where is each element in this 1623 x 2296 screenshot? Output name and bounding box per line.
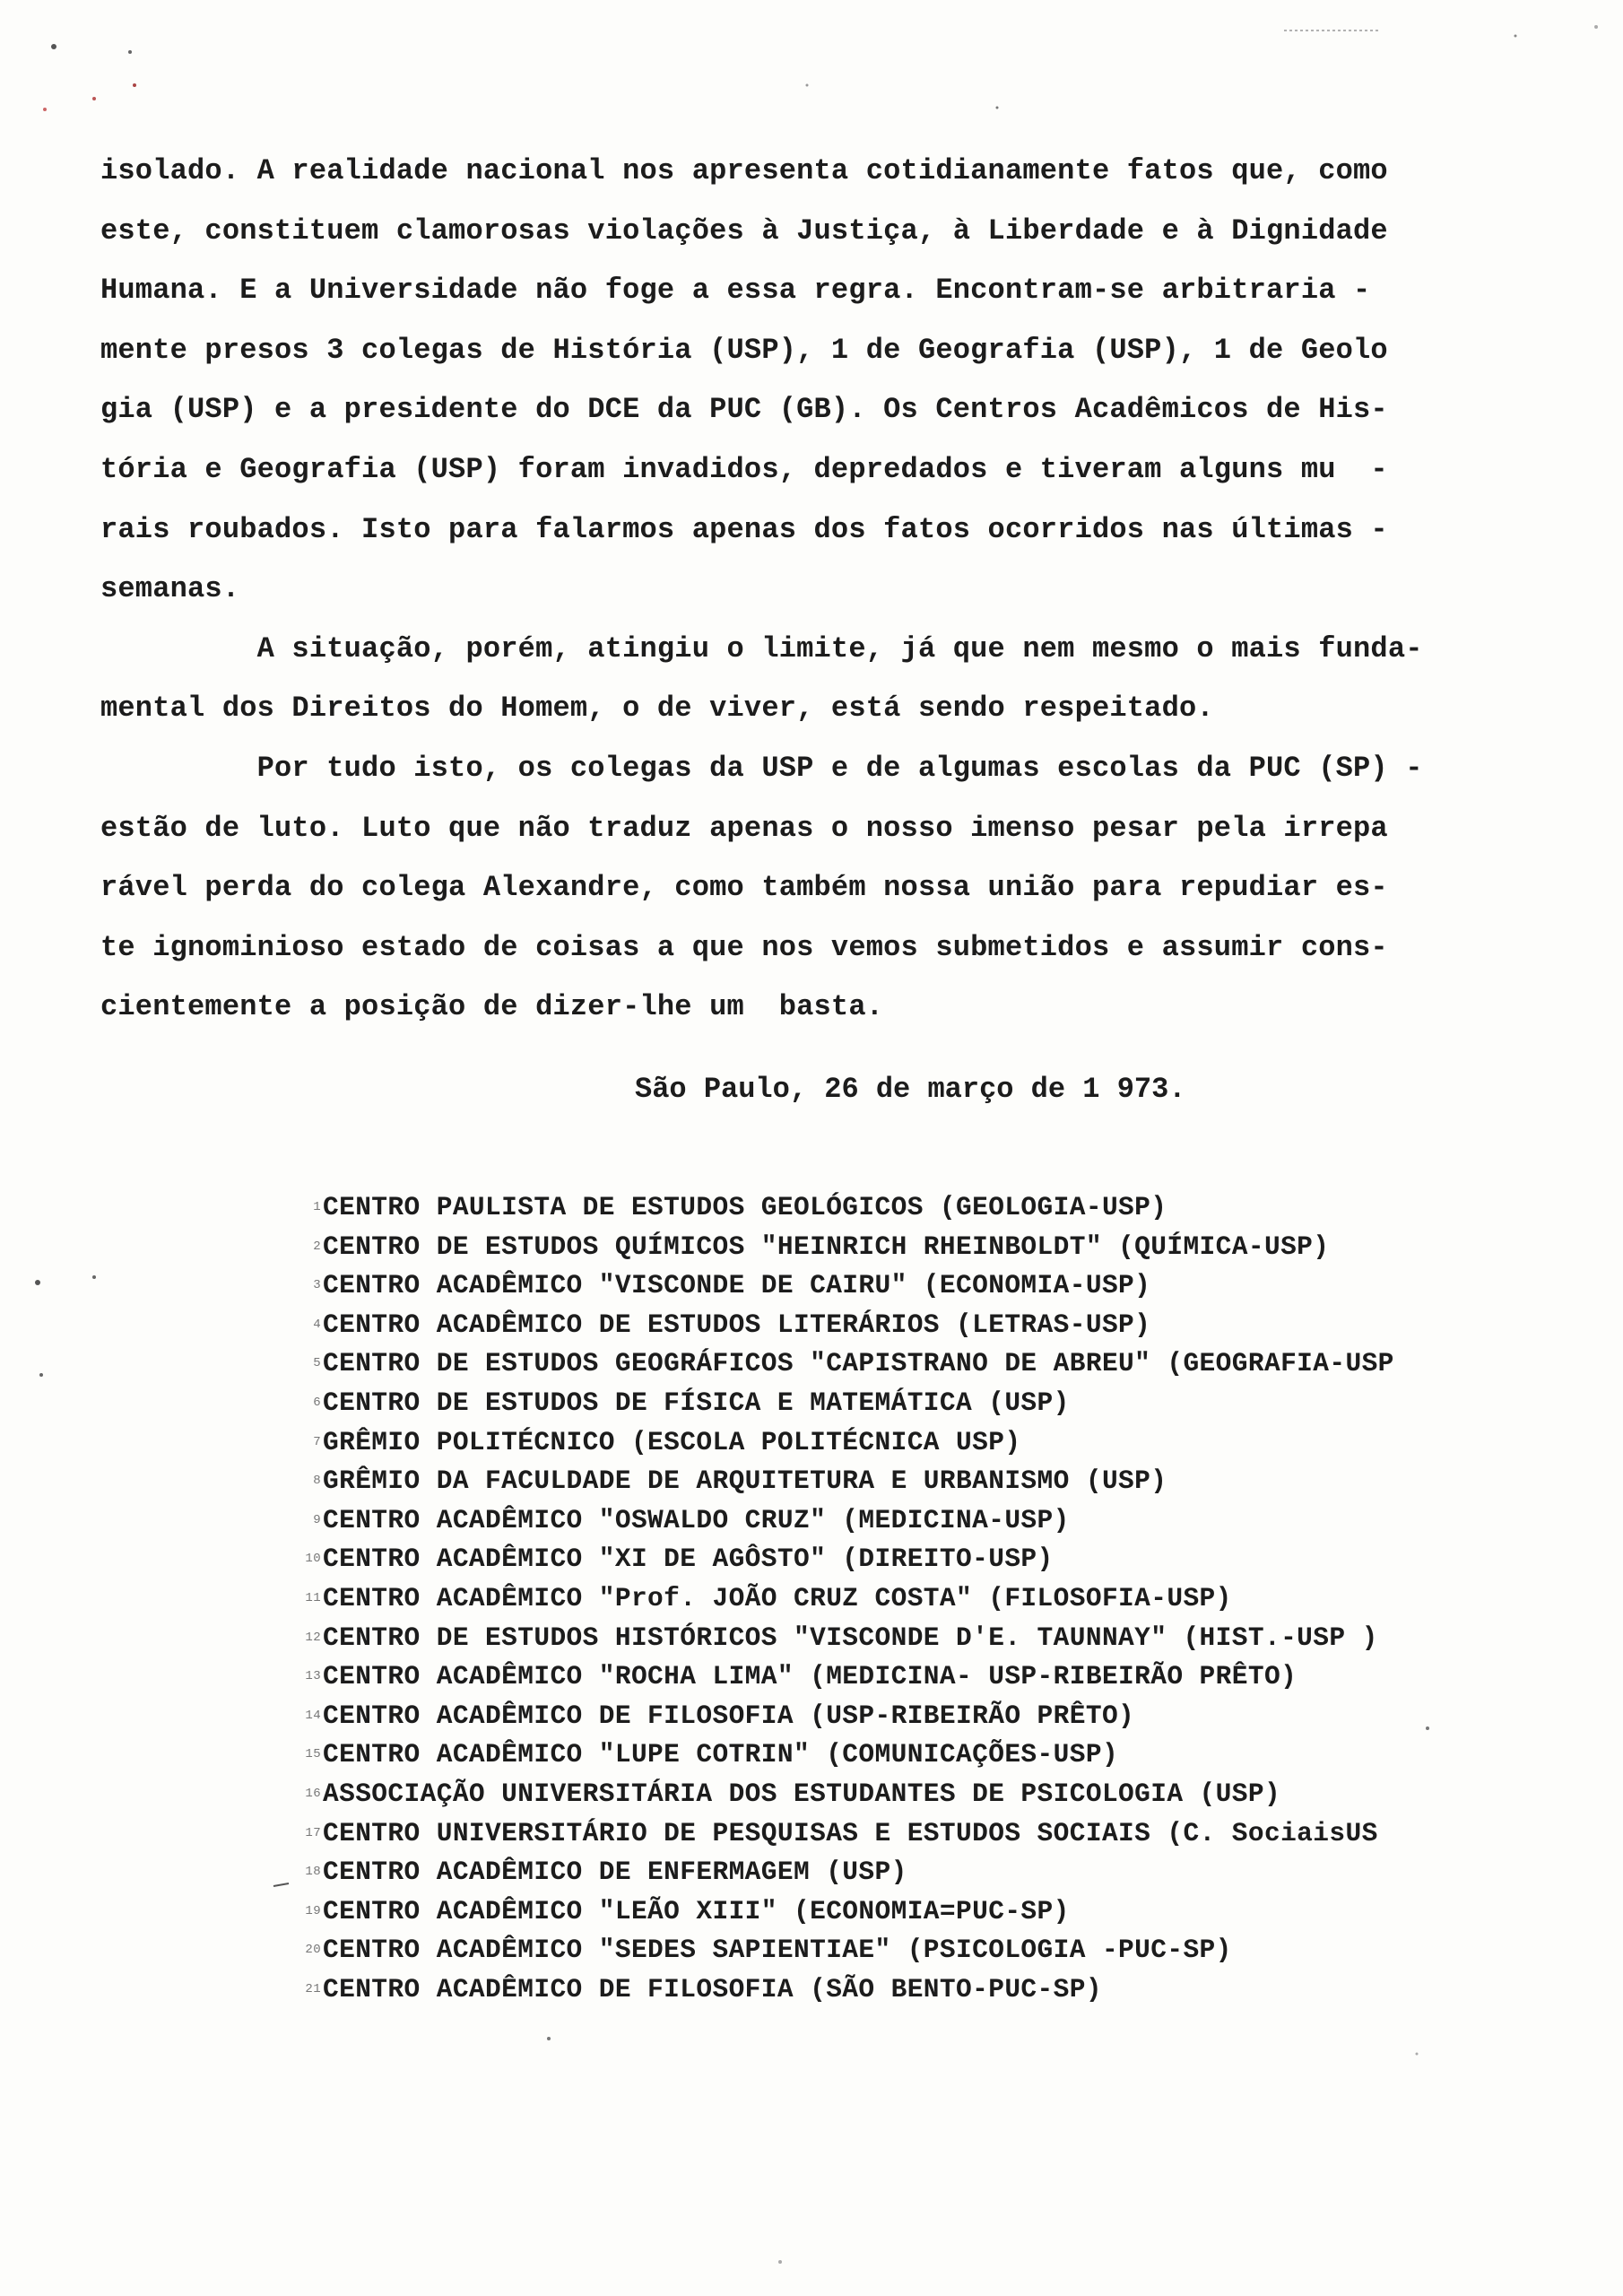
signatory-name: CENTRO ACADÊMICO "Prof. JOÃO CRUZ COSTA" (FILOSOFIA-USP): [323, 1582, 1232, 1613]
body-line: este, constituem clamorosas violações à Justiça, à Liberdade e à Dignidade: [100, 213, 1388, 248]
signatory-name: CENTRO ACADÊMICO "ROCHA LIMA" (MEDICINA- USP-RIBEIRÃO PRÊTO): [323, 1661, 1298, 1692]
signatory-number: 19: [305, 1903, 321, 1918]
signatory-number: 11: [305, 1590, 321, 1605]
body-line: isolado. A realidade nacional nos apresenta cotidianamente fatos que, como: [100, 154, 1388, 187]
signatory-row: [301, 1540, 1610, 1579]
signatory-row: [301, 1188, 1610, 1228]
signatory-number: 3: [313, 1278, 321, 1293]
signatory-name: CENTRO DE ESTUDOS QUÍMICOS "HEINRICH RHEINBOLDT" (QUÍMICA-USP): [323, 1231, 1330, 1262]
signatory-name: ASSOCIAÇÃO UNIVERSITÁRIA DOS ESTUDANTES DE PSICOLOGIA (USP): [323, 1778, 1281, 1809]
signatory-row: [301, 1384, 1610, 1423]
body-line: rável perda do colega Alexandre, como também nossa união para repudiar es-: [100, 871, 1388, 905]
signatory-number: 1: [313, 1200, 321, 1214]
signatories-list: [301, 1188, 1610, 2009]
signatory-number: 20: [305, 1943, 321, 1958]
signatory-row: [301, 1775, 1610, 1814]
signatory-row: [301, 1579, 1610, 1619]
signatory-number: 9: [313, 1512, 321, 1527]
body-line: mental dos Direitos do Homem, o de viver, está sendo respeitado.: [100, 691, 1214, 726]
signatory-number: 7: [313, 1434, 321, 1449]
signatory-number: 10: [305, 1552, 321, 1567]
signatory-row: [301, 1266, 1610, 1306]
body-line: cientemente a posição de dizer-lhe um basta.: [100, 990, 884, 1024]
signatory-name: CENTRO ACADÊMICO DE FILOSOFIA (USP-RIBEIRÃO PRÊTO): [323, 1700, 1135, 1731]
signatory-name: CENTRO PAULISTA DE ESTUDOS GEOLÓGICOS (GEOLOGIA-USP): [323, 1192, 1167, 1222]
body-line: te ignominioso estado de coisas a que nos vemos submetidos e assumir cons-: [100, 930, 1388, 964]
signatory-number: 18: [305, 1865, 321, 1880]
signatory-number: 15: [305, 1747, 321, 1762]
body-line: Humana. E a Universidade não foge a essa regra. Encontram-se arbitraria -: [100, 274, 1371, 308]
body-line: semanas.: [100, 572, 240, 606]
signatory-name: GRÊMIO POLITÉCNICO (ESCOLA POLITÉCNICA USP): [323, 1426, 1021, 1457]
body-line: gia (USP) e a presidente do DCE da PUC (GB). Os Centros Acadêmicos de His-: [100, 393, 1388, 427]
signatory-row: [301, 1501, 1610, 1541]
signatory-number: 12: [305, 1630, 321, 1645]
signatory-name: CENTRO ACADÊMICO "XI DE AGÔSTO" (DIREITO-USP): [323, 1544, 1054, 1575]
body-line: Por tudo isto, os colegas da USP e de algumas escolas da PUC (SP) -: [100, 751, 1423, 785]
signatory-number: 4: [313, 1317, 321, 1332]
signatory-row: [301, 1697, 1610, 1736]
signatory-row: [301, 1228, 1610, 1267]
signatory-number: 5: [313, 1356, 321, 1371]
signatory-number: 2: [313, 1239, 321, 1254]
signatory-row: [301, 1619, 1610, 1658]
letter-body: [100, 142, 1544, 1038]
signatory-row: [301, 1931, 1610, 1970]
signatory-row: [301, 1735, 1610, 1775]
signatory-row: [301, 1892, 1610, 1932]
signatory-number: 21: [305, 1981, 321, 1996]
signatory-name: CENTRO ACADÊMICO "SEDES SAPIENTIAE" (PSICOLOGIA -PUC-SP): [323, 1935, 1232, 1966]
signatory-name: CENTRO ACADÊMICO DE ENFERMAGEM (USP): [323, 1857, 907, 1888]
signatory-name: GRÊMIO DA FACULDADE DE ARQUITETURA E URBANISMO (USP): [323, 1465, 1167, 1497]
signatory-name: CENTRO ACADÊMICO DE ESTUDOS LITERÁRIOS (LETRAS-USP): [323, 1309, 1151, 1340]
signatory-row: [301, 1657, 1610, 1697]
signatory-row: [301, 1423, 1610, 1463]
body-line: A situação, porém, atingiu o limite, já que nem mesmo o mais funda-: [100, 631, 1423, 665]
signatory-number: 6: [313, 1395, 321, 1410]
signatory-name: CENTRO DE ESTUDOS GEOGRÁFICOS "CAPISTRANO DE ABREU" (GEOGRAFIA-USP: [323, 1348, 1394, 1379]
signatory-row: [301, 1462, 1610, 1501]
signatory-number: 13: [305, 1669, 321, 1684]
signatory-name: CENTRO UNIVERSITÁRIO DE PESQUISAS E ESTUDOS SOCIAIS (C. SociaisUS: [323, 1817, 1378, 1848]
signatory-row: [301, 1970, 1610, 2010]
signatory-number: 16: [305, 1786, 321, 1801]
signatory-row: [301, 1306, 1610, 1345]
body-line: mente presos 3 colegas de História (USP), 1 de Geografia (USP), 1 de Geolo: [100, 333, 1388, 367]
signatory-number: 8: [313, 1474, 321, 1489]
body-line: rais roubados. Isto para falarmos apenas dos fatos ocorridos nas últimas -: [100, 512, 1388, 546]
signatory-number: 17: [305, 1825, 321, 1840]
signatory-name: CENTRO ACADÊMICO "LEÃO XIII" (ECONOMIA=PUC-SP): [323, 1895, 1070, 1926]
signatory-name: CENTRO ACADÊMICO "LUPE COTRIN" (COMUNICAÇÕES-USP): [323, 1739, 1119, 1770]
signatory-row: [301, 1344, 1610, 1384]
signatory-name: CENTRO ACADÊMICO "VISCONDE DE CAIRU" (ECONOMIA-USP): [323, 1270, 1151, 1301]
signatory-row: [301, 1814, 1610, 1854]
signatory-number: 14: [305, 1708, 321, 1723]
body-line: estão de luto. Luto que não traduz apenas o nosso imenso pesar pela irrepa: [100, 811, 1388, 845]
signatory-name: CENTRO DE ESTUDOS HISTÓRICOS "VISCONDE D'E. TAUNNAY" (HIST.-USP ): [323, 1622, 1378, 1653]
signatory-name: CENTRO DE ESTUDOS DE FÍSICA E MATEMÁTICA (USP): [323, 1387, 1070, 1418]
body-line: tória e Geografia (USP) foram invadidos, depredados e tiveram alguns mu -: [100, 452, 1388, 486]
signatory-name: CENTRO ACADÊMICO "OSWALDO CRUZ" (MEDICINA-USP): [323, 1504, 1070, 1535]
dateline: São Paulo, 26 de março de 1 973.: [635, 1073, 1186, 1106]
signatory-row: [301, 1853, 1610, 1892]
signatory-name: CENTRO ACADÊMICO DE FILOSOFIA (SÃO BENTO-PUC-SP): [323, 1973, 1102, 2005]
